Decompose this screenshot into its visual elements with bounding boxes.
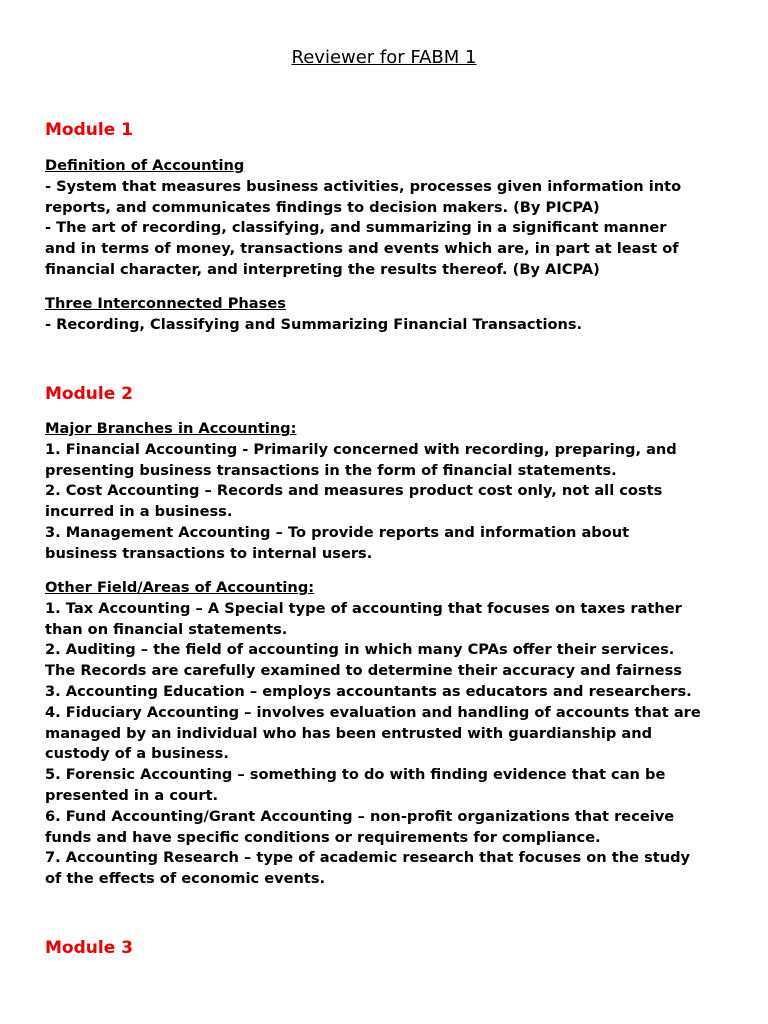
major-branches-section: [45, 419, 735, 565]
text-line: of the effects of economic events.: [45, 870, 326, 888]
text-line: presenting business transactions in the form of financial statements.: [45, 461, 617, 479]
text-line: 6. Fund Accounting/Grant Accounting – non-profit organizations that receive: [45, 807, 675, 825]
text-line: than on financial statements.: [45, 620, 288, 638]
section-heading: Major Branches in Accounting:: [45, 420, 297, 437]
section-heading: Other Field/Areas of Accounting:: [45, 579, 315, 596]
text-line: and in terms of money, transactions and events which are, in part at least of: [45, 240, 679, 258]
module-2-heading: Module 2: [45, 384, 133, 404]
definition-of-accounting-section: [45, 156, 735, 281]
text-line: business transactions to internal users.: [45, 544, 373, 562]
section-heading: Three Interconnected Phases: [45, 295, 286, 312]
text-line: 2. Auditing – the field of accounting in which many CPAs offer their services.: [45, 641, 675, 659]
text-line: managed by an individual who has been entrusted with guardianship and: [45, 724, 653, 742]
module-3-heading: Module 3: [45, 938, 133, 958]
text-line: - The art of recording, classifying, and summarizing in a significant manner: [45, 219, 667, 237]
text-line: The Records are carefully examined to determine their accuracy and fairness: [45, 662, 682, 680]
text-line: incurred in a business.: [45, 503, 233, 521]
module-1-heading: Module 1: [45, 120, 133, 140]
text-line: funds and have specific conditions or requirements for compliance.: [45, 828, 601, 846]
text-line: custody of a business.: [45, 745, 229, 763]
text-line: 7. Accounting Research – type of academic research that focuses on the study: [45, 849, 691, 867]
text-line: 5. Forensic Accounting – something to do with finding evidence that can be: [45, 766, 666, 784]
other-fields-section: [45, 578, 735, 890]
text-line: 1. Tax Accounting – A Special type of accounting that focuses on taxes rather: [45, 599, 682, 617]
text-line: - Recording, Classifying and Summarizing Financial Transactions.: [45, 315, 583, 333]
text-line: 3. Management Accounting – To provide reports and information about: [45, 523, 630, 541]
text-line: - System that measures business activities, processes given information into: [45, 177, 682, 195]
text-line: presented in a court.: [45, 786, 219, 804]
three-phases-section: [45, 294, 735, 336]
section-heading: Definition of Accounting: [45, 157, 245, 174]
text-line: financial character, and interpreting the results thereof. (By AICPA): [45, 260, 600, 278]
document-title: Reviewer for FABM 1: [291, 47, 477, 68]
text-line: reports, and communicates findings to decision makers. (By PICPA): [45, 198, 600, 216]
text-line: 4. Fiduciary Accounting – involves evaluation and handling of accounts that are: [45, 703, 701, 721]
text-line: 2. Cost Accounting – Records and measures product cost only, not all costs: [45, 482, 663, 500]
text-line: 1. Financial Accounting - Primarily concerned with recording, preparing, and: [45, 440, 677, 458]
text-line: 3. Accounting Education – employs accountants as educators and researchers.: [45, 682, 692, 700]
